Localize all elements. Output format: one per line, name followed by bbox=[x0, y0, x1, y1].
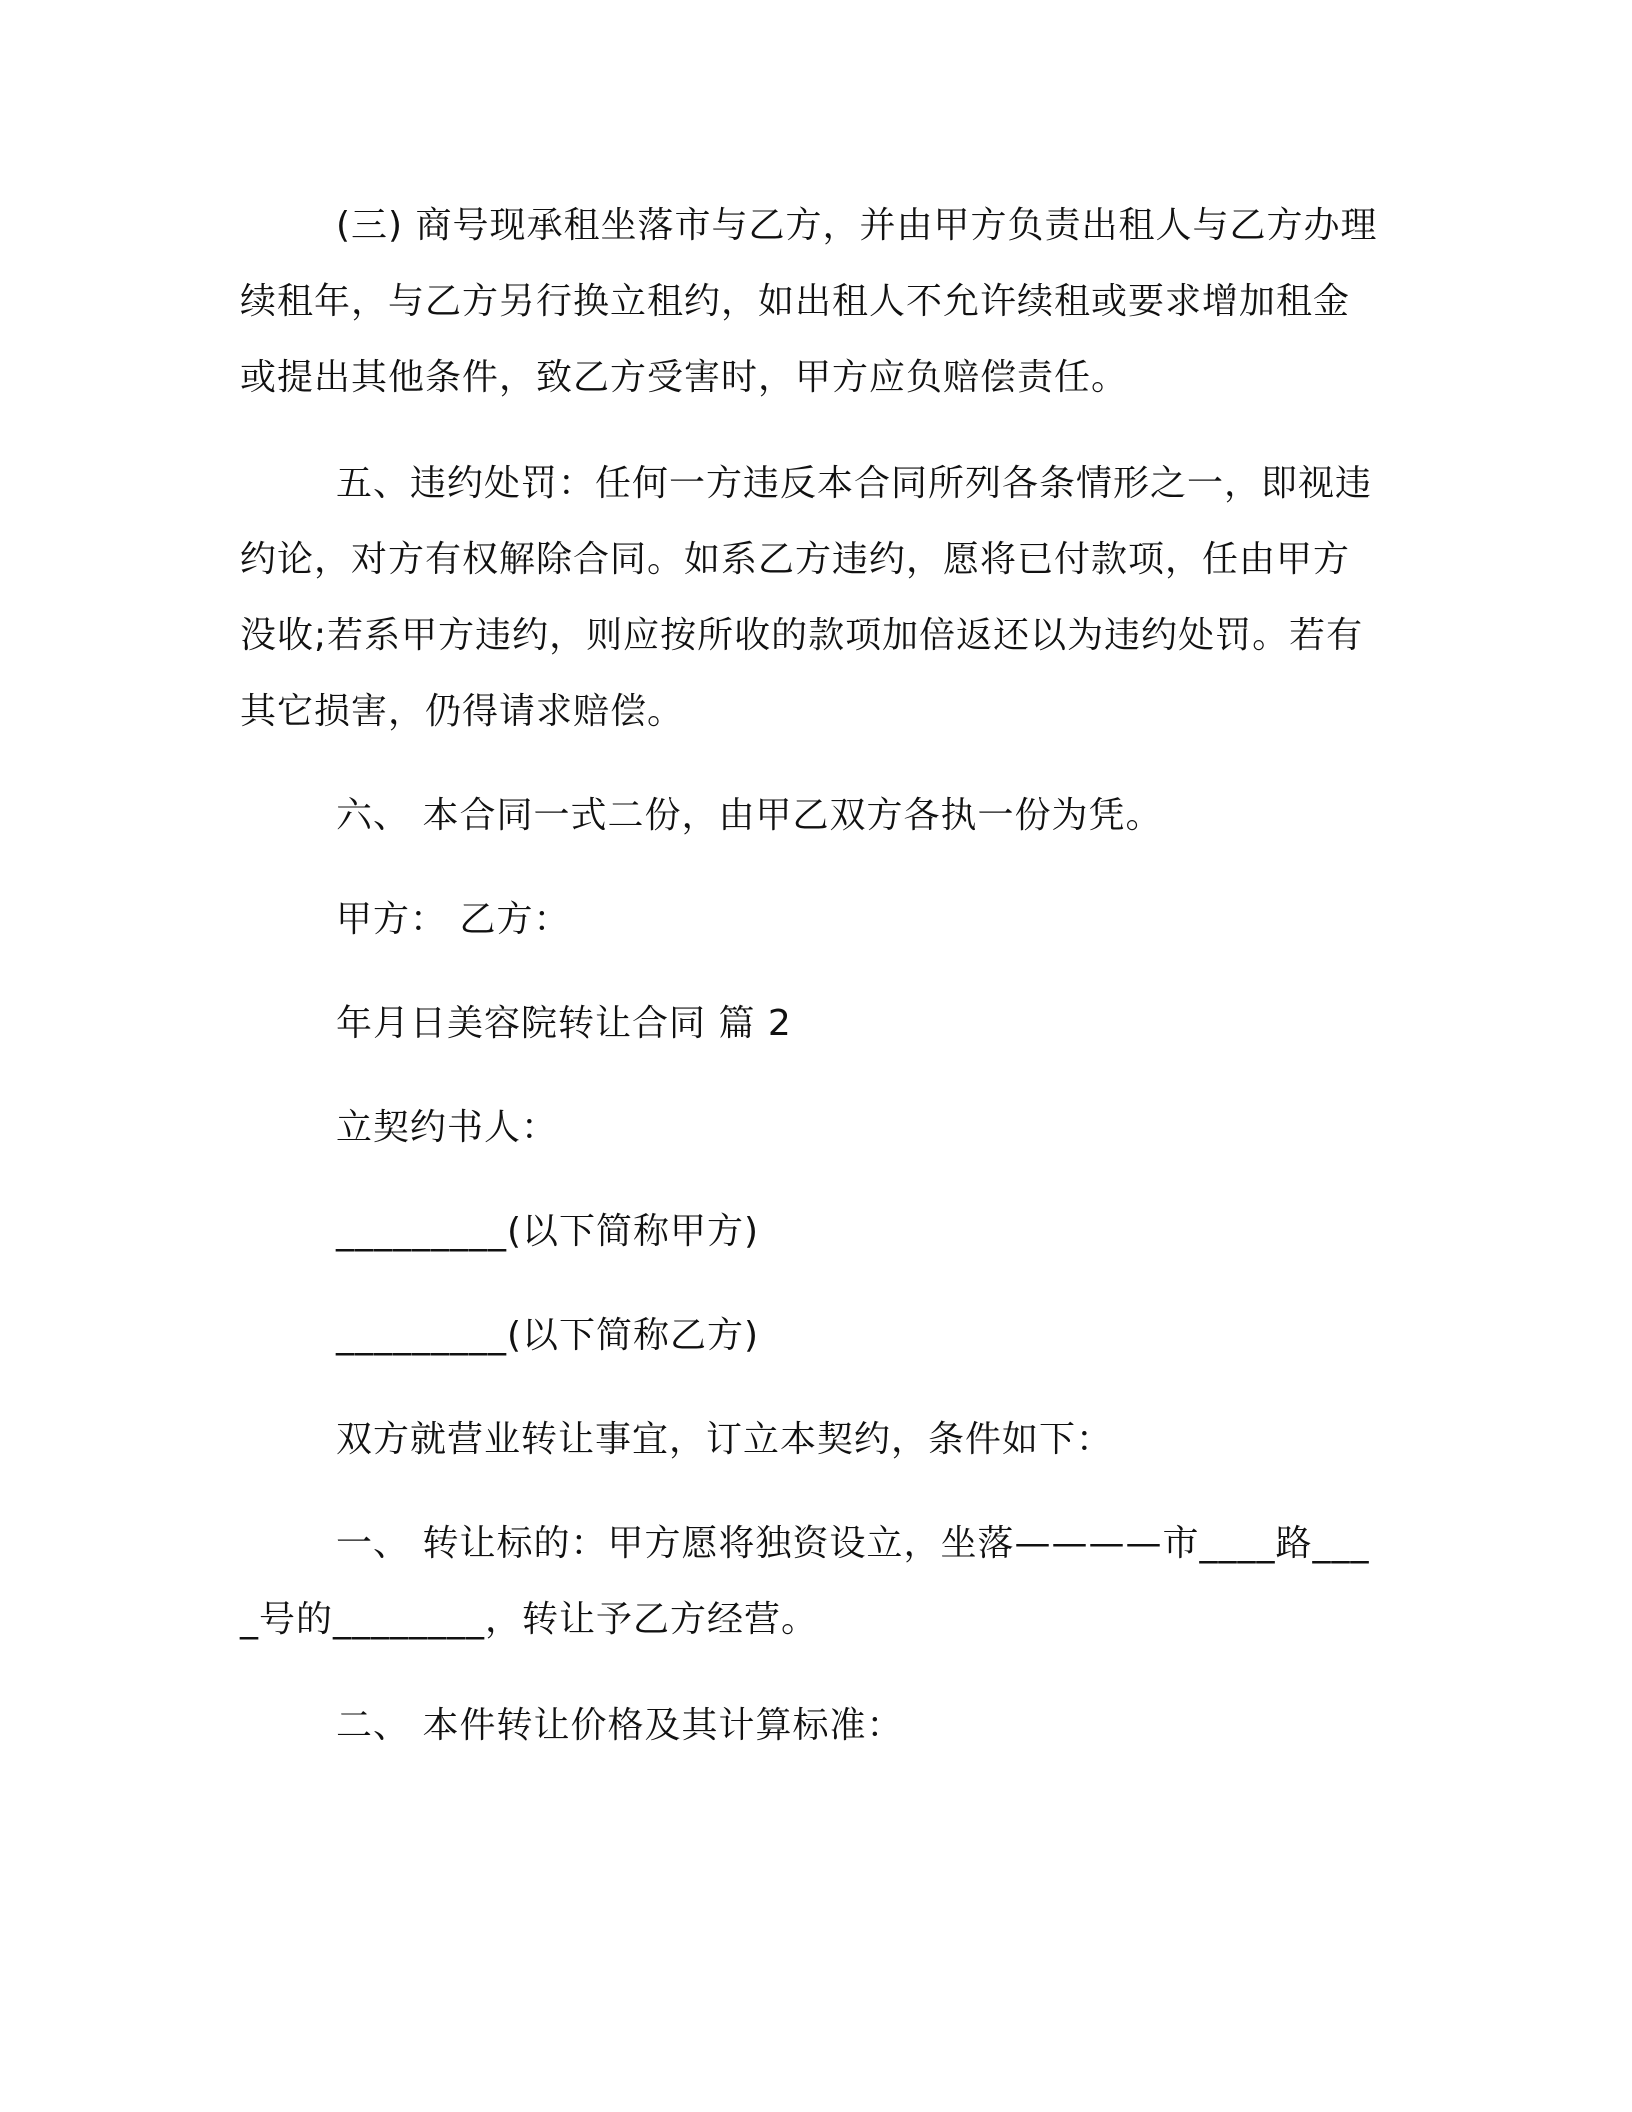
paragraph-contract-parties-label: 立契约书人： bbox=[336, 1107, 559, 1148]
paragraph-transfer-subject: 一、 转让标的：甲方愿将独资设立，坐落————市____路____号的________，转让予乙方经营。 bbox=[240, 1523, 1370, 1640]
paragraph-party-a-blank: _________(以下简称甲方) bbox=[336, 1211, 760, 1252]
paragraph-breach-penalty: 五、违约处罚：任何一方违反本合同所列各条情形之一，即视违约论，对方有权解除合同。如系乙方违约，愿将已付款项，任由甲方没收;若系甲方违约，则应按所收的款项加倍返还以为违约处罚。若有其它损害，仍得请求赔偿。 bbox=[240, 463, 1373, 732]
paragraph-intro: 双方就营业转让事宜，订立本契约，条件如下： bbox=[336, 1419, 1114, 1460]
paragraph-copies: 六、 本合同一式二份，由甲乙双方各执一份为凭。 bbox=[336, 795, 1163, 836]
paragraph-contract-title-2: 年月日美容院转让合同 篇 2 bbox=[336, 1003, 792, 1044]
paragraph-party-b-blank: _________(以下简称乙方) bbox=[336, 1315, 760, 1356]
paragraph-lease-renewal: (三) 商号现承租坐落市与乙方，并由甲方负责出租人与乙方办理续租年，与乙方另行换立租约，如出租人不允许续租或要求增加租金或提出其他条件，致乙方受害时，甲方应负赔偿责任。 bbox=[240, 205, 1378, 398]
document-body bbox=[240, 188, 1380, 1764]
paragraph-signatories: 甲方： 乙方： bbox=[336, 899, 571, 940]
paragraph-price-standard: 二、 本件转让价格及其计算标准： bbox=[336, 1705, 904, 1746]
